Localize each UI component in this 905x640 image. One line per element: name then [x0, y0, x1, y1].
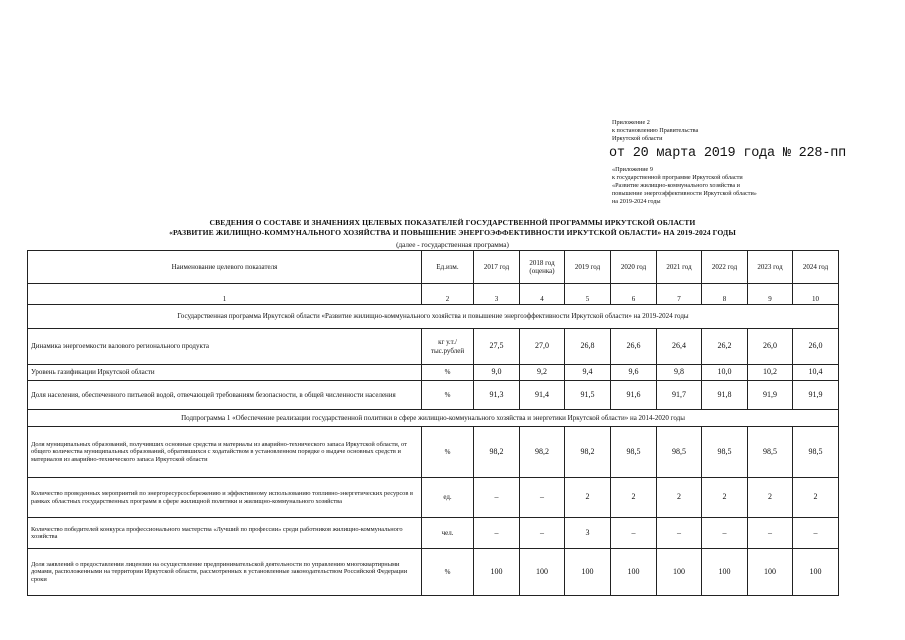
- column-number: 1: [28, 284, 422, 305]
- indicators-table: [27, 250, 839, 596]
- indicator-value: 100: [611, 549, 657, 596]
- table-row: [28, 518, 839, 549]
- column-number: 2: [422, 284, 474, 305]
- indicator-unit: %: [422, 427, 474, 478]
- indicator-value: –: [611, 518, 657, 549]
- program-section-row: [28, 305, 839, 329]
- indicator-value: 9,6: [611, 365, 657, 381]
- indicator-value: 100: [657, 549, 702, 596]
- indicator-value: 2: [657, 478, 702, 518]
- indicator-value: –: [702, 518, 748, 549]
- appendix-line: на 2019-2024 годы: [612, 198, 661, 206]
- indicator-value: 98,2: [565, 427, 611, 478]
- indicator-unit: [422, 329, 474, 365]
- appendix-line: повышение энергоэффективности Иркутской области»: [612, 190, 757, 198]
- indicator-value: 9,8: [657, 365, 702, 381]
- header-year: 2022 год: [702, 251, 748, 284]
- indicator-value: 91,9: [793, 381, 839, 410]
- indicator-value: 26,6: [611, 329, 657, 365]
- program-title: Государственная программа Иркутской области «Развитие жилищно-коммунального хозяйства и повышение энергоэффективности Иркутской области» на 2019-2024 годы: [28, 305, 839, 329]
- appendix-line: к постановлению Правительства: [612, 127, 699, 135]
- indicator-value: 26,0: [748, 329, 793, 365]
- indicator-value: –: [520, 478, 565, 518]
- indicator-unit: %: [422, 381, 474, 410]
- appendix-line: к государственной программе Иркутской области: [612, 173, 743, 181]
- indicator-unit: ед.: [422, 478, 474, 518]
- indicator-value: 91,8: [702, 381, 748, 410]
- header-name: Наименование целевого показателя: [28, 251, 422, 284]
- indicator-value: 9,2: [520, 365, 565, 381]
- unit-line: тыс.рублей: [430, 346, 465, 355]
- indicator-value: 2: [611, 478, 657, 518]
- indicator-unit: чел.: [422, 518, 474, 549]
- header-year: 2021 год: [657, 251, 702, 284]
- indicator-value: 10,4: [793, 365, 839, 381]
- indicator-value: 98,5: [793, 427, 839, 478]
- indicator-value: 27,0: [520, 329, 565, 365]
- column-number: 6: [611, 284, 657, 305]
- indicator-value: –: [474, 518, 520, 549]
- column-number: 3: [474, 284, 520, 305]
- column-number: 10: [793, 284, 839, 305]
- header-estimate-note: (оценка): [529, 267, 555, 275]
- indicator-value: 100: [702, 549, 748, 596]
- indicator-unit: %: [422, 365, 474, 381]
- indicator-value: –: [748, 518, 793, 549]
- unit-line: кг у.т./: [438, 338, 457, 347]
- indicator-value: –: [520, 518, 565, 549]
- table-row: [28, 427, 839, 478]
- indicator-name: Доля населения, обеспеченного питьевой водой, отвечающей требованиям безопасности, в общей численности населения: [28, 381, 422, 410]
- indicator-value: 26,4: [657, 329, 702, 365]
- indicator-value: 100: [474, 549, 520, 596]
- column-number: 7: [657, 284, 702, 305]
- indicator-value: 100: [520, 549, 565, 596]
- indicator-value: –: [793, 518, 839, 549]
- column-number: 8: [702, 284, 748, 305]
- indicator-value: 98,5: [748, 427, 793, 478]
- indicator-value: 98,5: [702, 427, 748, 478]
- decree-date: от 20 марта 2019 года № 228-пп: [609, 145, 847, 161]
- title-line-2: «РАЗВИТИЕ ЖИЛИЩНО-КОММУНАЛЬНОГО ХОЗЯЙСТВА И ПОВЫШЕНИЕ ЭНЕРГОЭФФЕКТИВНОСТИ ИРКУТСКОЙ ОБЛАСТИ» НА 2019-2024 ГОДЫ: [169, 227, 736, 237]
- table-row: [28, 329, 839, 365]
- indicator-value: 9,4: [565, 365, 611, 381]
- appendix-line: Приложение 2: [612, 119, 650, 126]
- title-line-1: СВЕДЕНИЯ О СОСТАВЕ И ЗНАЧЕНИЯХ ЦЕЛЕВЫХ ПОКАЗАТЕЛЕЙ ГОСУДАРСТВЕННОЙ ПРОГРАММЫ ИРКУТСКОЙ ОБЛАСТИ: [209, 218, 696, 227]
- indicator-value: 100: [793, 549, 839, 596]
- table-row: [28, 478, 839, 518]
- indicator-value: 9,0: [474, 365, 520, 381]
- table-row: [28, 381, 839, 410]
- indicator-value: 2: [793, 478, 839, 518]
- indicator-value: 98,2: [520, 427, 565, 478]
- table-row: [28, 365, 839, 381]
- appendix-line: «Развитие жилищно-коммунального хозяйства и: [612, 182, 740, 190]
- indicator-value: 2: [748, 478, 793, 518]
- indicator-name: Уровень газификации Иркутской области: [28, 365, 422, 381]
- indicator-name: Доля заявлений о предоставлении лицензии на осуществление предпринимательской деятельности по управлению многоквартирными домами, расположенными на территории Иркутской области, рассмотренных в установленные законодательством Российской Федерации сроки: [28, 549, 422, 596]
- indicator-name: Динамика энергоемкости валового регионального продукта: [28, 329, 422, 365]
- indicator-value: 10,0: [702, 365, 748, 381]
- column-number: 9: [748, 284, 793, 305]
- indicator-value: –: [474, 478, 520, 518]
- indicator-value: 98,5: [657, 427, 702, 478]
- document-title: [0, 218, 905, 237]
- column-number-row: [28, 284, 839, 305]
- indicator-value: 26,2: [702, 329, 748, 365]
- header-year: 2024 год: [793, 251, 839, 284]
- indicator-value: 91,7: [657, 381, 702, 410]
- indicator-name: Количество проведенных мероприятий по энергоресурсосбережению и эффективному использованию топливно-энергетических ресурсов в рамках областных государственных программ в сфере жилищной политики и жилищно-коммунального хозяйства: [28, 478, 422, 518]
- indicator-value: 91,5: [565, 381, 611, 410]
- indicator-value: 100: [748, 549, 793, 596]
- indicator-value: 2: [702, 478, 748, 518]
- appendix-line: Иркутской области: [612, 135, 663, 143]
- header-year: 2019 год: [565, 251, 611, 284]
- indicator-value: 98,2: [474, 427, 520, 478]
- column-number: 5: [565, 284, 611, 305]
- indicator-value: 91,4: [520, 381, 565, 410]
- indicator-value: 2: [565, 478, 611, 518]
- indicator-value: 3: [565, 518, 611, 549]
- appendix-block: [609, 119, 872, 207]
- subprogram-title: Подпрограмма 1 «Обеспечение реализации государственной политики в сфере жилищно-коммунального хозяйства и энергетики Иркутской области» на 2014-2020 годы: [28, 410, 839, 427]
- indicator-value: 91,9: [748, 381, 793, 410]
- column-number: 4: [520, 284, 565, 305]
- indicator-value: 27,5: [474, 329, 520, 365]
- document-subtitle: (далее - государственная программа): [396, 241, 509, 249]
- indicator-name: Доля муниципальных образований, получивших основные средства и материалы из аварийно-технического запаса Иркутской области, от общего количества муниципальных образований, обратившихся с ходатайством в установленном порядке о выдаче основных средств и материалов из аварийно-технического запаса Иркутской области: [28, 427, 422, 478]
- appendix-line: «Приложение 9: [612, 165, 653, 173]
- indicator-value: 98,5: [611, 427, 657, 478]
- indicator-name: Количество победителей конкурса профессионального мастерства «Лучший по профессии» среди работников жилищно-коммунального хозяйства: [28, 518, 422, 549]
- indicator-value: –: [657, 518, 702, 549]
- header-year: 2017 год: [474, 251, 520, 284]
- header-year-label: 2018 год: [529, 258, 555, 267]
- indicator-value: 26,0: [793, 329, 839, 365]
- indicator-unit: %: [422, 549, 474, 596]
- subprogram-section-row: [28, 410, 839, 427]
- table-header-row: [28, 251, 839, 284]
- header-unit: Ед.изм.: [422, 251, 474, 284]
- indicator-value: 100: [565, 549, 611, 596]
- indicator-value: 10,2: [748, 365, 793, 381]
- header-year: 2023 год: [748, 251, 793, 284]
- table-row: [28, 549, 839, 596]
- indicator-value: 91,3: [474, 381, 520, 410]
- indicator-value: 91,6: [611, 381, 657, 410]
- indicator-value: 26,8: [565, 329, 611, 365]
- header-year: 2020 год: [611, 251, 657, 284]
- header-year: [520, 251, 565, 284]
